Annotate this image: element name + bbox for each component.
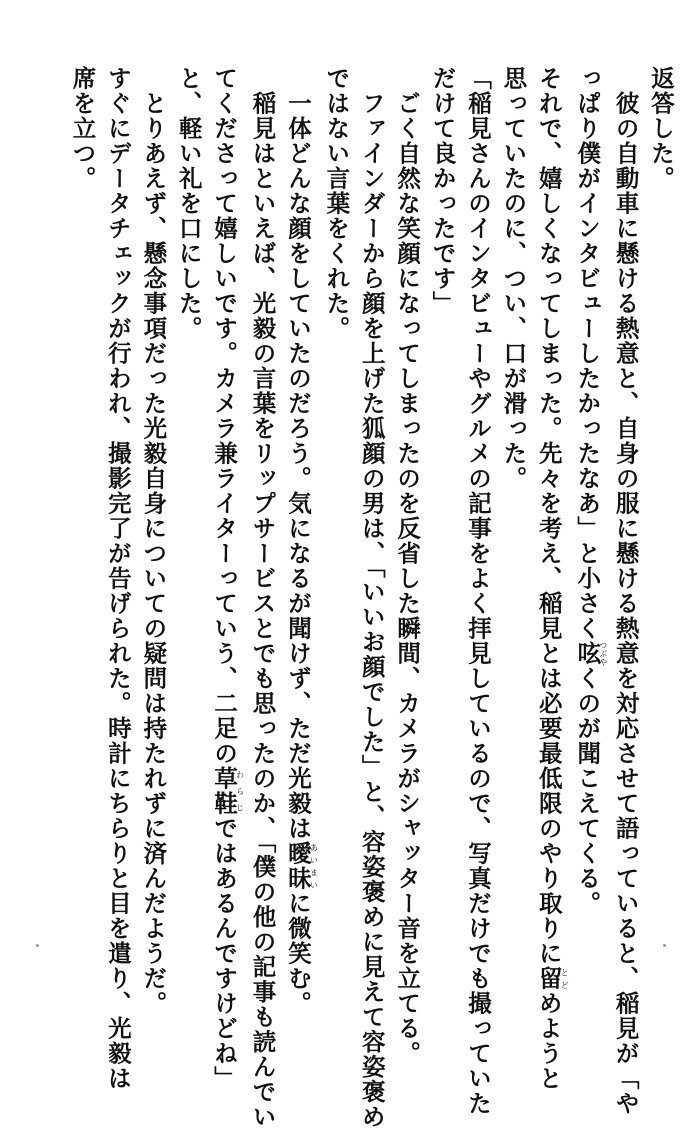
text-line: だけて良かったです」 (428, 66, 457, 316)
text-line: っぱり僕がインタビューしたかったなあ」と小さく呟つぶやくのが聞こえてくる。 (573, 66, 608, 916)
page-corner-mark (36, 944, 39, 947)
ruby-todome: 留とど (534, 966, 570, 991)
ruby-aimai: 曖昧あいまい (283, 841, 319, 891)
text-line: ではない言葉をくれた。 (322, 66, 351, 341)
text-line: 「稲見さんのインタビューやグルメの記事をよく拝見しているので、写真だけでも撮っていた (463, 66, 492, 1116)
text-line: ファインダーから顔を上げた狐顔の男は、「いいお顔でした」と、容姿褒めに見えて容姿褒め (357, 66, 386, 1129)
text-line: 彼の自動車に懸ける熱意と、自身の服に懸ける熱意を対応させて語っていると、稲見が「や (611, 66, 640, 1116)
ruby-tsubuyaku: 呟つぶや (573, 641, 608, 666)
text-line: てくださって嬉しいです。カメラ兼ライターっていう、二足の草鞋わらじではあるんですけどね」 (210, 66, 245, 1091)
page-corner-mark (663, 944, 666, 947)
ruby-waraji: 草鞋わらじ (210, 766, 245, 816)
text-line: 席を立つ。 (68, 66, 97, 191)
text-line: 返答した。 (647, 66, 675, 191)
text-line: ごく自然な笑顔になってしまったのを反省した瞬間、カメラがシャッター音を立てる。 (393, 66, 422, 1066)
text-line: 稲見はといえば、光毅の言葉をリップサービスとでも思ったのか、「僕の他の記事も読んでい (248, 66, 277, 1129)
text-line: 一体どんな顔をしていたのだろう。気になるが聞けず、ただ光毅は曖昧あいまいに微笑む。 (283, 66, 319, 1016)
text-line: とりあえず、懸念事項だった光毅自身についての疑問は持たれずに済んだようだ。 (139, 66, 168, 1016)
text-line: それで、嬉しくなってしまった。先々を考え、稲見とは必要最低限のやり取りに留とどめようと (534, 66, 570, 1091)
text-line: 思っていたのに、つい、口が滑った。 (499, 66, 528, 491)
text-line: と、軽い礼を口にした。 (174, 66, 203, 341)
text-line: すぐにデータチェックが行われ、撮影完了が告げられた。時計にちらりと目を遣り、光毅は (103, 66, 132, 1091)
vertical-text-body (64, 66, 678, 1129)
